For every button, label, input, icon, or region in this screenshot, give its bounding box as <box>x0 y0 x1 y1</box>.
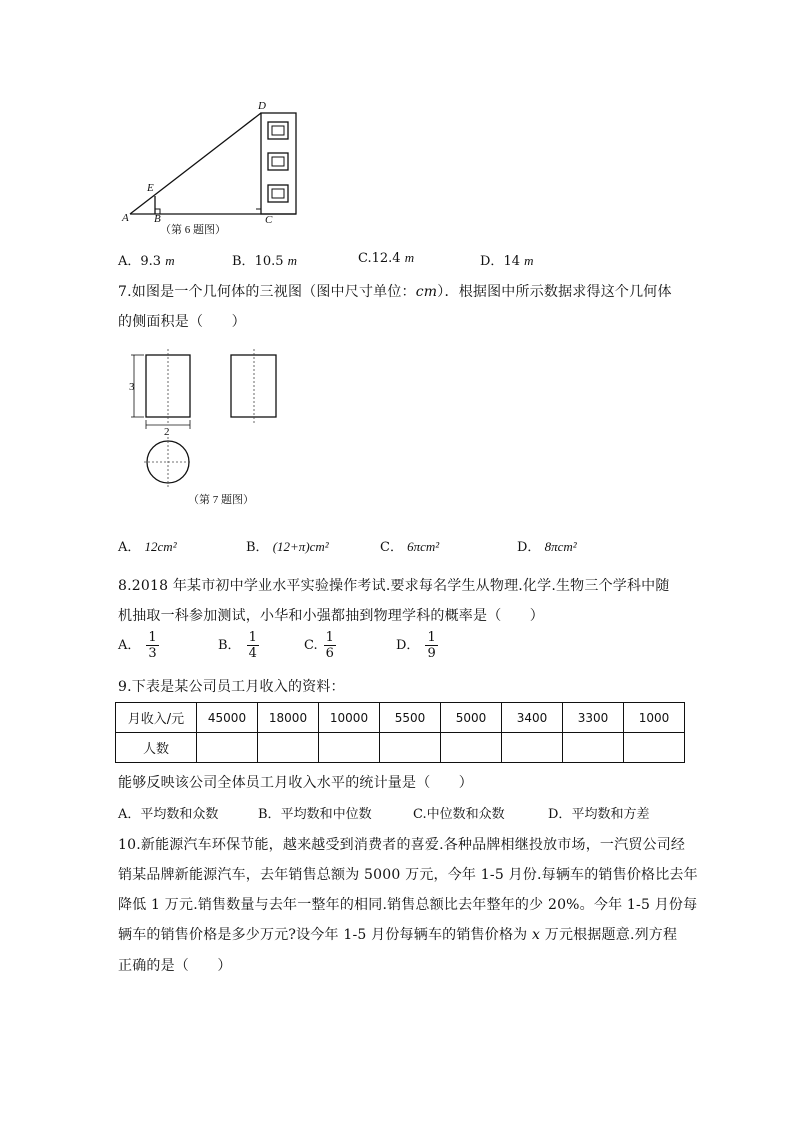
label-D: D <box>258 100 266 112</box>
table-cell: 3300 <box>563 703 624 733</box>
q7-figure <box>120 345 290 515</box>
svg-text:2: 2 <box>164 426 170 438</box>
table-cell: 1000 <box>624 703 685 733</box>
window-3 <box>268 185 288 202</box>
label-E: E <box>147 182 154 194</box>
q8-text-line1: 8.2018 年某市初中学业水平实验操作考试.要求每名学生从物理.化学.生物三个学科中随 <box>118 578 670 594</box>
q9-text-line1: 9.下表是某公司员工月收入的资料： <box>118 679 345 695</box>
table-cell <box>502 733 563 763</box>
q9-option-c[interactable]: C.中位数和众数 <box>413 807 505 822</box>
window-1 <box>268 122 288 139</box>
table-cell <box>380 733 441 763</box>
q10-text-line5: 正确的是（ ） <box>118 958 232 974</box>
q6-caption: （第 6 题图） <box>160 224 226 236</box>
q10-text-line3: 降低 1 万元.销售数量与去年一整年的相同.销售总额比去年整年的少 20%。今年 1-5 月份每 <box>118 897 698 913</box>
q8-option-c[interactable]: C. $\frac{1}{6}$ <box>304 630 334 661</box>
table-cell: 3400 <box>502 703 563 733</box>
window-2 <box>268 153 288 170</box>
q6-option-a[interactable]: A．9.3 m <box>118 253 175 269</box>
label-A: A <box>122 212 129 224</box>
table-cell <box>319 733 380 763</box>
q7-caption: （第 7 题图） <box>188 494 254 506</box>
q10-text-line4: 辆车的销售价格是多少万元?设今年 1-5 月份每辆车的销售价格为 x 万元根据题意.列方程 <box>118 927 678 943</box>
svg-text:3: 3 <box>129 381 135 393</box>
table-cell: 10000 <box>319 703 380 733</box>
q9-option-a[interactable]: A．平均数和众数 <box>118 807 219 822</box>
table-cell <box>624 733 685 763</box>
table-cell: 5000 <box>441 703 502 733</box>
q6-figure <box>110 95 330 245</box>
q6-option-b[interactable]: B．10.5 m <box>232 253 298 269</box>
label-C: C <box>265 214 273 226</box>
q10-text-line1: 10.新能源汽车环保节能，越来越受到消费者的喜爱.各种品牌相继投放市场，一汽贸公司经 <box>118 837 686 853</box>
q7-text-line2: 的侧面积是（ ） <box>118 314 246 330</box>
row-header-income: 月收入/元 <box>116 703 197 733</box>
q8-option-b[interactable]: B． $\frac{1}{4}$ <box>218 630 257 661</box>
q10-text-line2: 销某品牌新能源汽车，去年销售总额为 5000 万元，今年 1-5 月份.每辆车的销售价格比去年 <box>118 867 698 883</box>
building <box>261 113 296 214</box>
table-cell <box>441 733 502 763</box>
hypotenuse-AD <box>130 113 261 214</box>
table-cell: 45000 <box>197 703 258 733</box>
table-row-income <box>116 703 685 733</box>
income-table <box>115 702 685 763</box>
q9-option-b[interactable]: B．平均数和中位数 <box>258 807 372 822</box>
table-cell: 18000 <box>258 703 319 733</box>
q7-text-line1: 7.如图是一个几何体的三视图（图中尺寸单位：cm）．根据图中所示数据求得这个几何体 <box>118 284 672 300</box>
q7-option-b[interactable]: B． (12+π)cm² <box>246 539 329 555</box>
table-row-count <box>116 733 685 763</box>
table-cell <box>197 733 258 763</box>
side-view <box>231 355 276 417</box>
table-cell <box>258 733 319 763</box>
row-header-count: 人数 <box>116 733 197 763</box>
q9-option-d[interactable]: D．平均数和方差 <box>548 807 650 822</box>
table-cell <box>563 733 624 763</box>
q6-option-d[interactable]: D．14 m <box>480 253 534 269</box>
q8-option-a[interactable]: A． $\frac{1}{3}$ <box>118 630 157 661</box>
label-B: B <box>154 213 161 225</box>
q8-option-d[interactable]: D． $\frac{1}{9}$ <box>396 630 436 661</box>
q7-option-c[interactable]: C． 6πcm² <box>380 539 440 555</box>
q8-text-line2: 机抽取一科参加测试，小华和小强都抽到物理学科的概率是（ ） <box>118 608 544 624</box>
q6-option-c[interactable]: C.12.4 m <box>358 250 415 266</box>
q7-option-d[interactable]: D． 8πcm² <box>517 539 577 555</box>
table-cell: 5500 <box>380 703 441 733</box>
q9-text-line2: 能够反映该公司全体员工月收入水平的统计量是（ ） <box>118 775 473 791</box>
q7-option-a[interactable]: A． 12cm² <box>118 539 177 555</box>
